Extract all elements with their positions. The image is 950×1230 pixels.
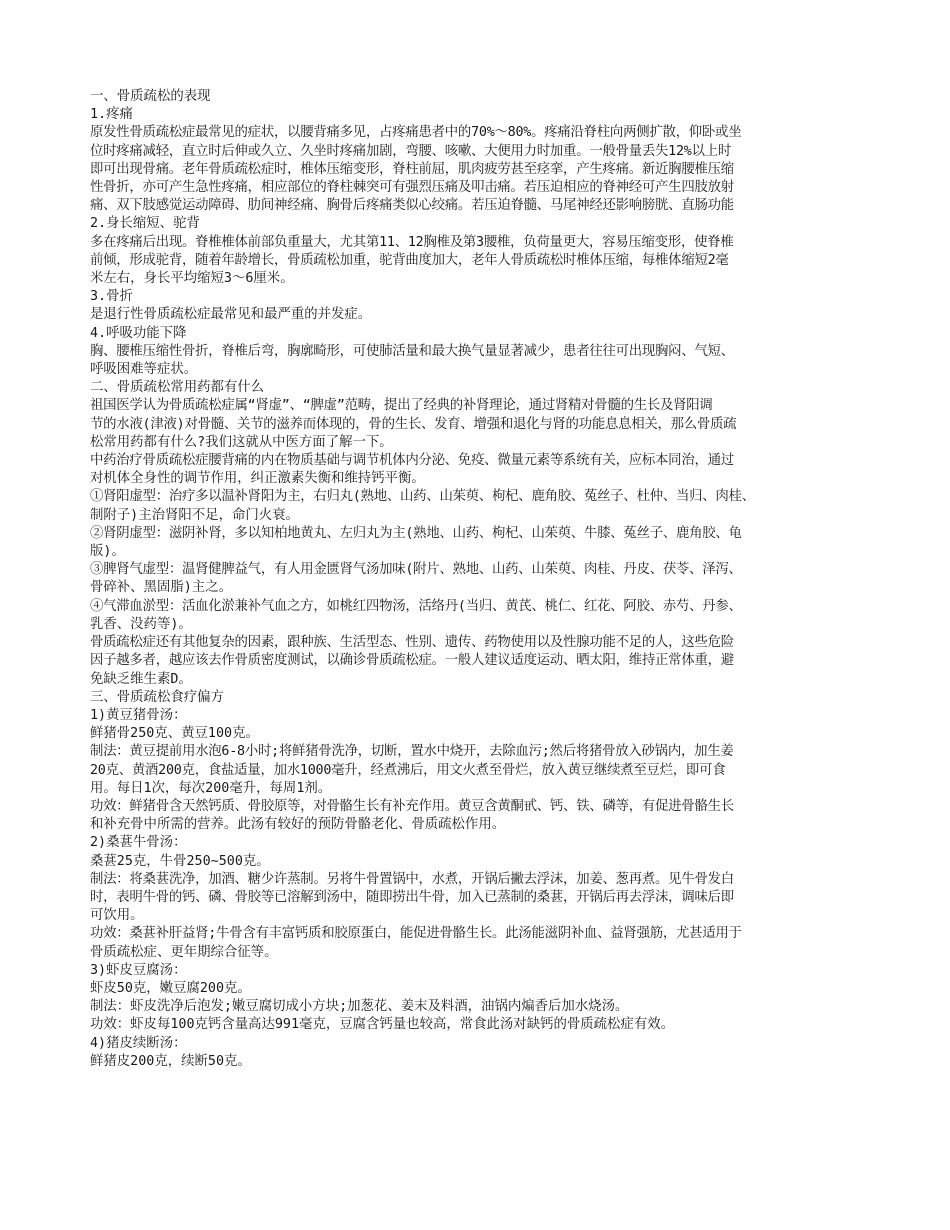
paragraph-line: 制附子)主治肾阳不足，命门火衰。 [90,507,299,523]
paragraph-line: 中药治疗骨质疏松症腰背痛的内在物质基础与调节机体内分泌、免疫、微量元素等系统有关，应标本同治，通过 [90,453,734,469]
paragraph-line: 乳香、没药等)。 [90,616,192,632]
paragraph-line: 制法：黄豆提前用水泡6-8小时;将鲜猪骨洗净，切断，置水中烧开，去除血污;然后将猪骨放入砂锅内，加生姜 [90,744,734,760]
recipe-title: 3)虾皮豆腐汤： [90,962,187,978]
recipe-title: 4)猪皮续断汤： [90,1035,187,1051]
paragraph-line: 位时疼痛减轻，直立时后伸或久立、久坐时疼痛加剧，弯腰、咳嗽、大便用力时加重。一般骨量丢失12%以上时 [90,143,732,159]
paragraph-line: 功效：鲜猪骨含天然钙质、骨胶原等，对骨骼生长有补充作用。黄豆含黄酮甙、钙、铁、磷等，有促进骨骼生长 [90,798,734,814]
paragraph-line: 功效：桑葚补肝益肾;牛骨含有丰富钙质和胶原蛋白，能促进骨骼生长。此汤能滋阴补血、益肾强筋，尤甚适用于 [90,926,742,942]
paragraph-line: 因子越多者，越应该去作骨质密度测试，以确诊骨质疏松症。一般人建议适度运动、晒太阳，维持正常体重，避 [90,653,734,669]
paragraph-line: 多在疼痛后出现。脊椎椎体前部负重量大，尤其第11、12胸椎及第3腰椎，负荷量更大，容易压缩变形，使脊椎 [90,234,734,250]
section-heading: 一、骨质疏松的表现 [90,89,211,104]
paragraph-line: ②肾阴虚型：滋阴补肾，多以知柏地黄丸、左归丸为主(熟地、山药、枸杞、山茱萸、牛膝、菟丝子、鹿角胶、龟 [90,525,742,541]
paragraph-line: 免缺乏维生素D。 [90,671,192,687]
recipe-title: 2)桑葚牛骨汤： [90,835,187,851]
paragraph-line: 痛、双下肢感觉运动障碍、肋间神经痛、胸骨后疼痛类似心绞痛。若压迫脊髓、马尾神经还影响膀胱、直肠功能 [90,198,734,214]
subheading: 4.呼吸功能下降 [90,325,187,341]
paragraph-line: 原发性骨质疏松症最常见的症状，以腰背痛多见，占疼痛患者中的70%～80%。疼痛沿脊柱向两侧扩散，仰卧或坐 [90,125,742,141]
paragraph-line: 是退行性骨质疏松症最常见和最严重的并发症。 [90,307,372,323]
paragraph-line: 松常用药都有什么?我们这就从中医方面了解一下。 [90,434,393,450]
paragraph-line: 祖国医学认为骨质疏松症属“肾虚”、“脾虚”范畴，提出了经典的补肾理论，通过肾精对骨髓的生长及肾阳调 [90,398,713,414]
paragraph-line: 骨质疏松症还有其他复杂的因素，跟种族、生活型态、性别、遗传、药物使用以及性腺功能不足的人，这些危险 [90,635,734,651]
paragraph-line: 胸、腰椎压缩性骨折，脊椎后弯，胸廓畸形，可使肺活量和最大换气量显著减少，患者往往可出现胸闷、气短、 [90,343,734,359]
paragraph-line: 对机体全身性的调节作用，纠正激素失衡和维持钙平衡。 [90,471,425,487]
ingredients-line: 桑葚25克，牛骨250~500克。 [90,853,270,869]
paragraph-line: 米左右，身长平均缩短3～6厘米。 [90,271,294,287]
paragraph-line: 节的水液(津液)对骨髓、关节的滋养而体现的，骨的生长、发育、增强和退化与肾的功能息息相关，那么骨质疏 [90,416,737,432]
section-heading: 二、骨质疏松常用药都有什么 [90,380,265,396]
paragraph-line: 制法：虾皮洗净后泡发;嫩豆腐切成小方块;加葱花、姜末及料酒，油锅内煸香后加水烧汤。 [90,999,629,1015]
paragraph-line: 性骨折，亦可产生急性疼痛，相应部位的脊柱棘突可有强烈压痛及叩击痛。若压迫相应的脊神经可产生四肢放射 [90,180,734,196]
paragraph-line: ③脾肾气虚型：温肾健脾益气，有人用金匮肾气汤加味(附片、熟地、山药、山茱萸、肉桂、丹皮、茯苓、泽泻、 [90,562,742,578]
paragraph-line: 制法：将桑葚洗净，加酒、糖少许蒸制。另将牛骨置锅中，水煮，开锅后撇去浮沫，加姜、葱再煮。见牛骨发白 [90,871,734,887]
ingredients-line: 虾皮50克，嫩豆腐200克。 [90,980,251,996]
paragraph-line: 时，表明牛骨的钙、磷、骨胶等已溶解到汤中，随即捞出牛骨，加入已蒸制的桑葚，开锅后再去浮沫，调味后即 [90,889,734,905]
paragraph-line: 可饮用。 [90,908,144,924]
section-heading: 三、骨质疏松食疗偏方 [90,689,224,705]
subheading: 1.疼痛 [90,107,133,123]
subheading: 3.骨折 [90,289,133,305]
paragraph-line: 呼吸困难等症状。 [90,362,198,378]
document-body [90,88,872,1071]
paragraph-line: 骨质疏松症、更年期综合征等。 [90,944,278,960]
paragraph-line: ④气滞血淤型：活血化淤兼补气血之方，如桃红四物汤，活络丹(当归、黄芪、桃仁、红花、阿胶、赤芍、丹参、 [90,598,742,614]
paragraph-line: 和补充骨中所需的营养。此汤有较好的预防骨骼老化、骨质疏松作用。 [90,817,506,833]
paragraph-line: 功效：虾皮每100克钙含量高达991毫克，豆腐含钙量也较高，常食此汤对缺钙的骨质疏松症有效。 [90,1017,674,1033]
paragraph-line: ①肾阳虚型：治疗多以温补肾阳为主，右归丸(熟地、山药、山茱萸、枸杞、鹿角胶、菟丝子、杜仲、当归、肉桂、 [90,489,755,505]
recipe-title: 1)黄豆猪骨汤： [90,707,187,723]
paragraph-line: 20克、黄酒200克，食盐适量，加水1000毫升，经煮沸后，用文火煮至骨烂，放入黄豆继续煮至豆烂，即可食 [90,762,726,778]
subheading: 2.身长缩短、驼背 [90,216,200,232]
paragraph-line: 版)。 [90,544,125,560]
paragraph-line: 前倾，形成驼背，随着年龄增长，骨质疏松加重，驼背曲度加大，老年人骨质疏松时椎体压缩，每椎体缩短2毫 [90,252,729,268]
paragraph-line: 即可出现骨痛。老年骨质疏松症时，椎体压缩变形，脊柱前屈，肌肉疲劳甚至痉挛，产生疼痛。新近胸腰椎压缩 [90,161,734,177]
paragraph-line: 骨碎补、黑固脂)主之。 [90,580,232,596]
paragraph-line: 用。每日1次，每次200毫升，每周1剂。 [90,780,332,796]
ingredients-line: 鲜猪皮200克，续断50克。 [90,1053,251,1069]
ingredients-line: 鲜猪骨250克、黄豆100克。 [90,726,259,742]
